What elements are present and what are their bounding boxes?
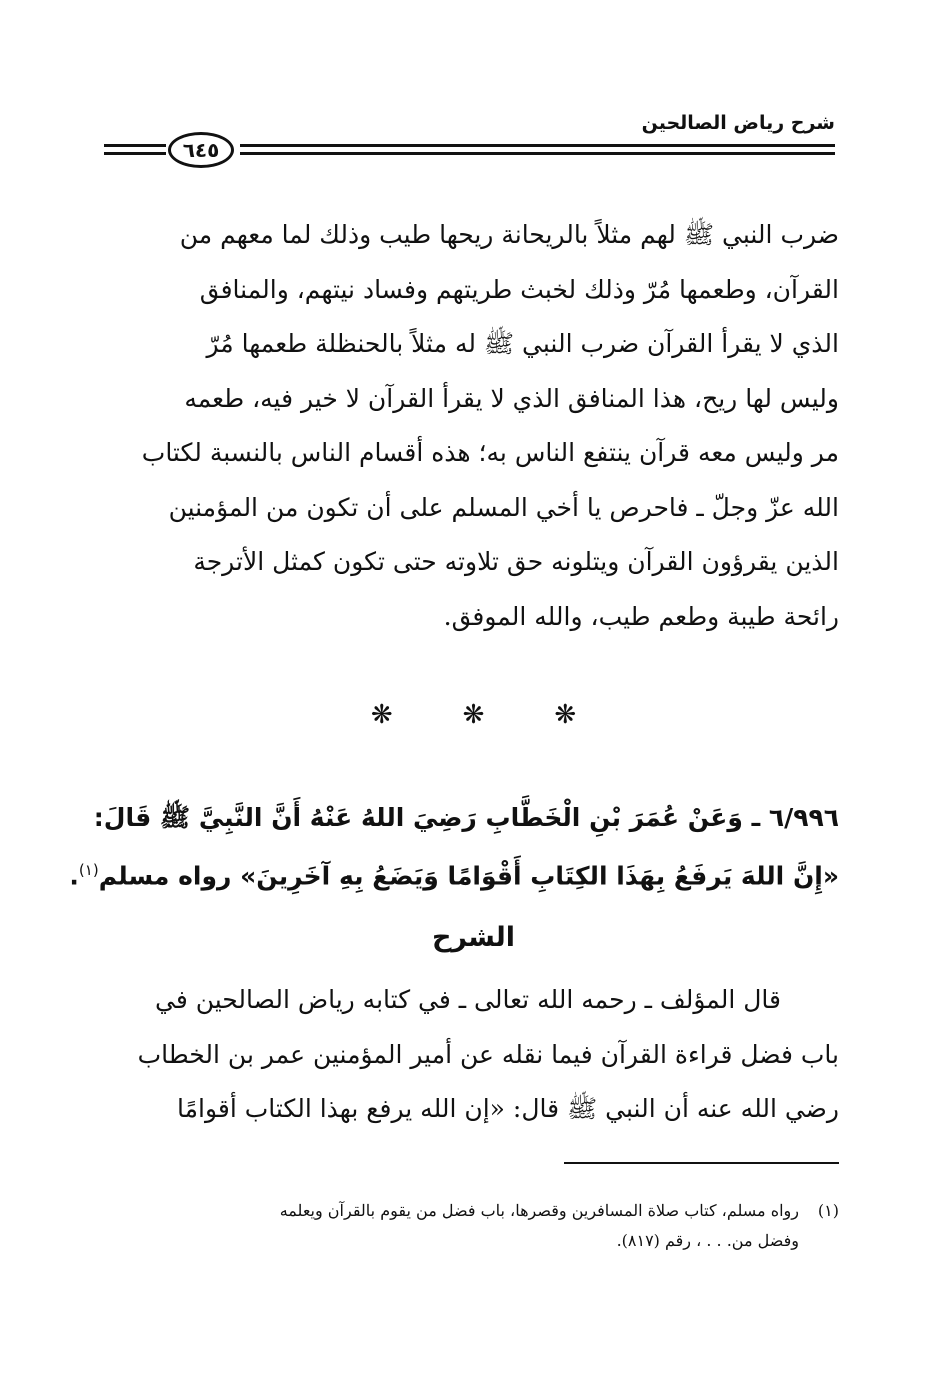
footnote [99, 1196, 839, 1256]
asterism-icon: ❋ [370, 700, 393, 730]
text-line: القرآن، وطعمها مُرّ وذلك لخبث طريتهم وفساد نيتهم، والمنافق [199, 274, 839, 304]
text-line: وليس لها ريح، هذا المنافق الذي لا يقرأ القرآن لا خير فيه، طعمه [184, 383, 839, 413]
header-double-rule-short [104, 144, 166, 155]
text-line: الذين يقرؤون القرآن ويتلونه حق تلاوته حتى تكون كمثل الأترجة [193, 547, 839, 576]
section-heading: الشرح [431, 922, 516, 953]
footnote-line: وفضل من. . . ، رقم (٨١٧). [616, 1231, 799, 1250]
text-line: باب فضل قراءة القرآن فيما نقله عن أمير المؤمنين عمر بن الخطاب [137, 1039, 839, 1069]
text-line: الله عزّ وجلّ ـ فاحرص يا أخي المسلم على أن تكون من المؤمنين [168, 492, 839, 522]
hadith-text [69, 792, 839, 902]
hadith-line: «إِنَّ اللهَ يَرفَعُ بِهَذَا الكِتَابِ أَقْوَامًا وَيَضَعُ بِهِ آخَرِينَ» رواه مسلم$^{(١)}$. [69, 861, 839, 891]
asterism-icon: ❋ [554, 700, 577, 730]
footnote-number: (١) [817, 1201, 839, 1220]
asterism-icon: ❋ [462, 700, 485, 730]
page-number: ٦٤٥ [168, 132, 234, 168]
running-title: شرح رياض الصالحين [641, 112, 835, 134]
text-line: ضرب النبي ﷺ لهم مثلاً بالريحانة ريحها طيب وذلك لما معهم من [179, 220, 839, 249]
text-line: الذي لا يقرأ القرآن ضرب النبي ﷺ له مثلاً بالحنظلة طعمها مُرّ [206, 329, 839, 358]
section-separator [0, 700, 947, 730]
footnote-divider [564, 1162, 839, 1164]
footnote-reference: (١) [78, 861, 99, 879]
header-double-rule [240, 144, 835, 155]
commentary-paragraph [109, 208, 839, 644]
text-line: رضي الله عنه أن النبي ﷺ قال: «إن الله يرفع بهذا الكتاب أقوامًا [177, 1094, 839, 1123]
text-line: قال المؤلف ـ رحمه الله تعالى ـ في كتابه رياض الصالحين في [154, 985, 781, 1014]
text-line: مر وليس معه قرآن ينتفع الناس به؛ هذه أقسام الناس بالنسبة لكتاب [141, 438, 839, 467]
footnote-line: (١)رواه مسلم، كتاب صلاة المسافرين وقصرها، باب فضل من يقوم بالقرآن ويعلمه [99, 1196, 839, 1226]
explanation-paragraph [109, 973, 839, 1137]
text-line: رائحة طيبة وطعم طيب، والله الموفق. [443, 601, 839, 631]
hadith-line: ٦/٩٩٦ ـ وَعَنْ عُمَرَ بْنِ الْخَطَّابِ رَضِيَ اللهُ عَنْهُ أَنَّ النَّبِيَّ ﷺ قَالَ: [93, 803, 839, 832]
